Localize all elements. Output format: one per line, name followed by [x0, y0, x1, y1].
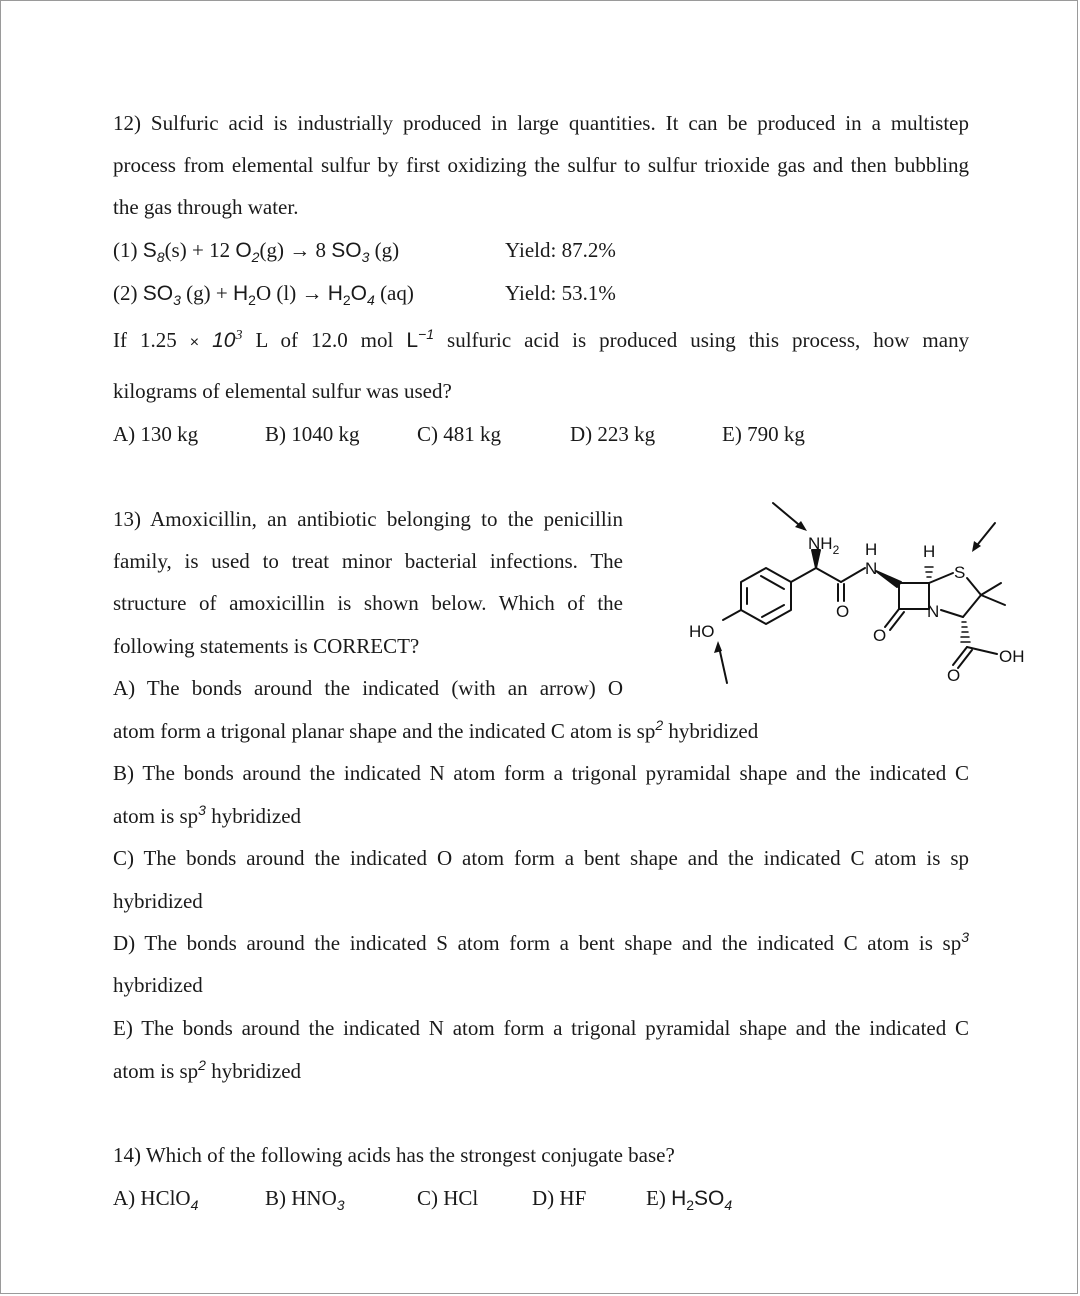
- q13-option-b-line-2[interactable]: atom is $sp^3$ hybridized: [113, 802, 302, 828]
- q14-option-e[interactable]: E) $H_2SO_4$: [646, 1186, 733, 1214]
- q13-option-c-line-1[interactable]: C) The bonds around the indicated O atom form a bent shape and the indicated C atom is sp: [113, 846, 969, 870]
- q12-line-2: process from elemental sulfur by first oxidizing the sulfur to sulfur trioxide gas and then bubbling: [113, 153, 969, 177]
- q14-option-d[interactable]: D) HF: [532, 1186, 587, 1210]
- q13-option-d-line-2[interactable]: hybridized: [113, 973, 203, 997]
- label-amide-n: N: [865, 559, 878, 578]
- label-oh: OH: [999, 647, 1025, 666]
- q13-option-c-line-2[interactable]: hybridized: [113, 889, 203, 913]
- amoxicillin-bonds: [719, 503, 1005, 683]
- q12-reaction-2: (2) $SO_3$ $(g) + H_2O$ $(l) \to H_2O_4$ (aq): [113, 281, 414, 309]
- label-ring-n: N: [927, 602, 940, 621]
- q14-question: 14) Which of the following acids has the strongest conjugate base?: [113, 1143, 675, 1167]
- q12-reaction-1-yield: Yield: 87.2%: [505, 238, 616, 262]
- q14-option-a[interactable]: A) HClO$_4$: [113, 1186, 199, 1214]
- q12-reaction-1: (1) $S_8(s) + 12$ $O_2(g) \to 8$ $SO_3$ (g): [113, 238, 400, 266]
- q12-line-6: kilograms of elemental sulfur was used?: [113, 379, 452, 403]
- q12-reaction-2-yield: Yield: 53.1%: [505, 281, 616, 305]
- amoxicillin-arrowheads: [714, 521, 981, 653]
- q13-line-4: following statements is CORRECT?: [113, 634, 420, 658]
- q12-option-a[interactable]: A) 130 kg: [113, 422, 199, 446]
- label-s: S: [954, 563, 966, 582]
- q13-line-3: structure of amoxicillin is shown below. Which of the: [113, 591, 623, 615]
- label-ho: HO: [689, 622, 715, 641]
- label-amide-o: O: [836, 602, 850, 621]
- q13-option-e-line-1[interactable]: E) The bonds around the indicated N atom form a trigonal pyramidal shape and the indicated C: [113, 1016, 969, 1040]
- q13-option-b-line-1[interactable]: B) The bonds around the indicated N atom form a trigonal pyramidal shape and the indicated C: [113, 761, 969, 785]
- q12-option-d[interactable]: D) 223 kg: [570, 422, 656, 446]
- q12-line-3: the gas through water.: [113, 195, 299, 219]
- q12-option-c[interactable]: C) 481 kg: [417, 422, 501, 446]
- q12-if-line: If $1.25 \times 10^3$ L of 12.0 mol $L^{-1}$ sulfuric acid is produced using this process, how many: [113, 326, 970, 352]
- label-acid-o: O: [947, 666, 961, 685]
- label-lactam-o: O: [873, 626, 887, 645]
- q14-option-b[interactable]: B) $HNO_3$: [265, 1186, 345, 1214]
- q12-option-e[interactable]: E) 790 kg: [722, 422, 805, 446]
- q12-line-1: 12) Sulfuric acid is industrially produced in large quantities. It can be produced in a multistep: [113, 111, 969, 135]
- q12-option-b[interactable]: B) 1040 kg: [265, 422, 360, 446]
- q13-option-e-line-2[interactable]: atom is $sp^2$ hybridized: [113, 1057, 302, 1083]
- q13-option-a-line-2[interactable]: atom form a trigonal planar shape and the indicated C atom is $sp^2$ hybridized: [113, 717, 759, 743]
- q13-line-1: 13) Amoxicillin, an antibiotic belonging to the penicillin: [113, 507, 623, 531]
- q13-line-2: family, is used to treat minor bacterial infections. The: [113, 549, 623, 573]
- label-nh2: $NH_2$: [808, 534, 840, 557]
- q13-option-d-line-1[interactable]: D) The bonds around the indicated S atom form a bent shape and the indicated C atom is $sp^3$: [113, 929, 969, 955]
- label-amide-h: H: [865, 540, 878, 559]
- q13-option-a-line-1[interactable]: A) The bonds around the indicated (with an arrow) O: [113, 676, 623, 700]
- label-ring-h: H: [923, 542, 936, 561]
- q14-option-c[interactable]: C) HCl: [417, 1186, 479, 1210]
- amoxicillin-structure: [661, 493, 1061, 693]
